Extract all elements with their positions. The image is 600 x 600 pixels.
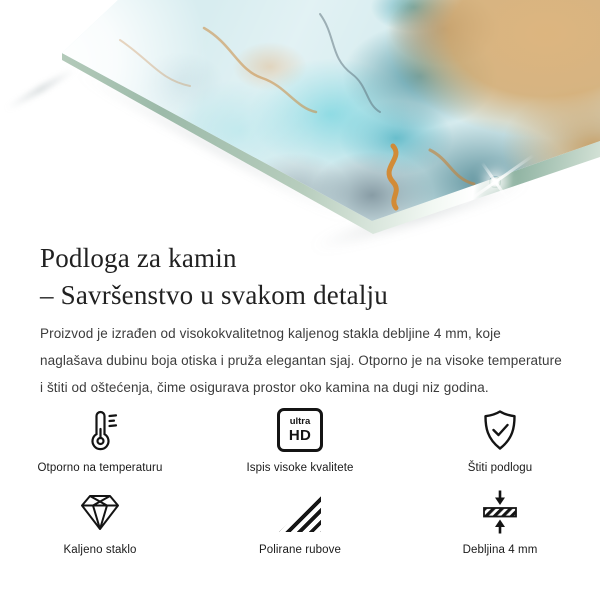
page-title xyxy=(40,240,600,314)
thermometer-icon xyxy=(77,405,123,455)
sparkle-core xyxy=(489,176,501,188)
thickness-icon xyxy=(477,487,523,537)
ultra-hd-icon xyxy=(277,405,323,455)
polished-edge-icon xyxy=(279,487,321,537)
feature-thickness xyxy=(400,487,600,556)
gold-vein-right xyxy=(430,150,474,184)
feature-print-quality xyxy=(200,405,400,474)
gold-vein-thin xyxy=(204,28,316,112)
product-photo[interactable] xyxy=(0,0,600,238)
shield-check-icon xyxy=(477,405,523,455)
feature-label: Ispis visoke kvalitete xyxy=(246,462,354,474)
feature-label: Debljina 4 mm xyxy=(462,544,538,556)
features-grid xyxy=(0,405,600,556)
glass-artwork xyxy=(0,0,600,238)
feature-label: Otporno na temperaturu xyxy=(37,462,163,474)
art-veins xyxy=(0,0,600,238)
product-description: Proizvod je izrađen od visokokvalitetnog kaljenog stakla debljine 4 mm, koje naglašava dubinu boja otiska i pruža elegantan sjaj. Otporno je na visoke temperature i štiti od oštećenja, čime osigurava prostor oko kamina na dugi niz godina. xyxy=(40,326,562,395)
ultra-hd-icon-text-bottom: HD xyxy=(288,426,312,444)
feature-polished-edges xyxy=(200,487,400,556)
feature-label: Polirane rubove xyxy=(258,544,342,556)
page-title-line1: Podloga za kamin xyxy=(40,243,237,273)
feature-tempered-glass xyxy=(0,487,200,556)
page-title-line2: – Savršenstvo u svakom detalju xyxy=(40,280,388,310)
gold-vein-left xyxy=(120,40,190,86)
feature-protection xyxy=(400,405,600,474)
feature-label: Štiti podlogu xyxy=(467,462,533,474)
feature-label: Kaljeno staklo xyxy=(63,544,137,556)
ultra-hd-icon-text-top: ultra xyxy=(289,416,311,428)
slate-vein xyxy=(320,14,380,112)
feature-temperature xyxy=(0,405,200,474)
diamond-icon xyxy=(77,487,123,537)
floor-reflection xyxy=(4,66,78,112)
gold-vein xyxy=(389,146,396,208)
